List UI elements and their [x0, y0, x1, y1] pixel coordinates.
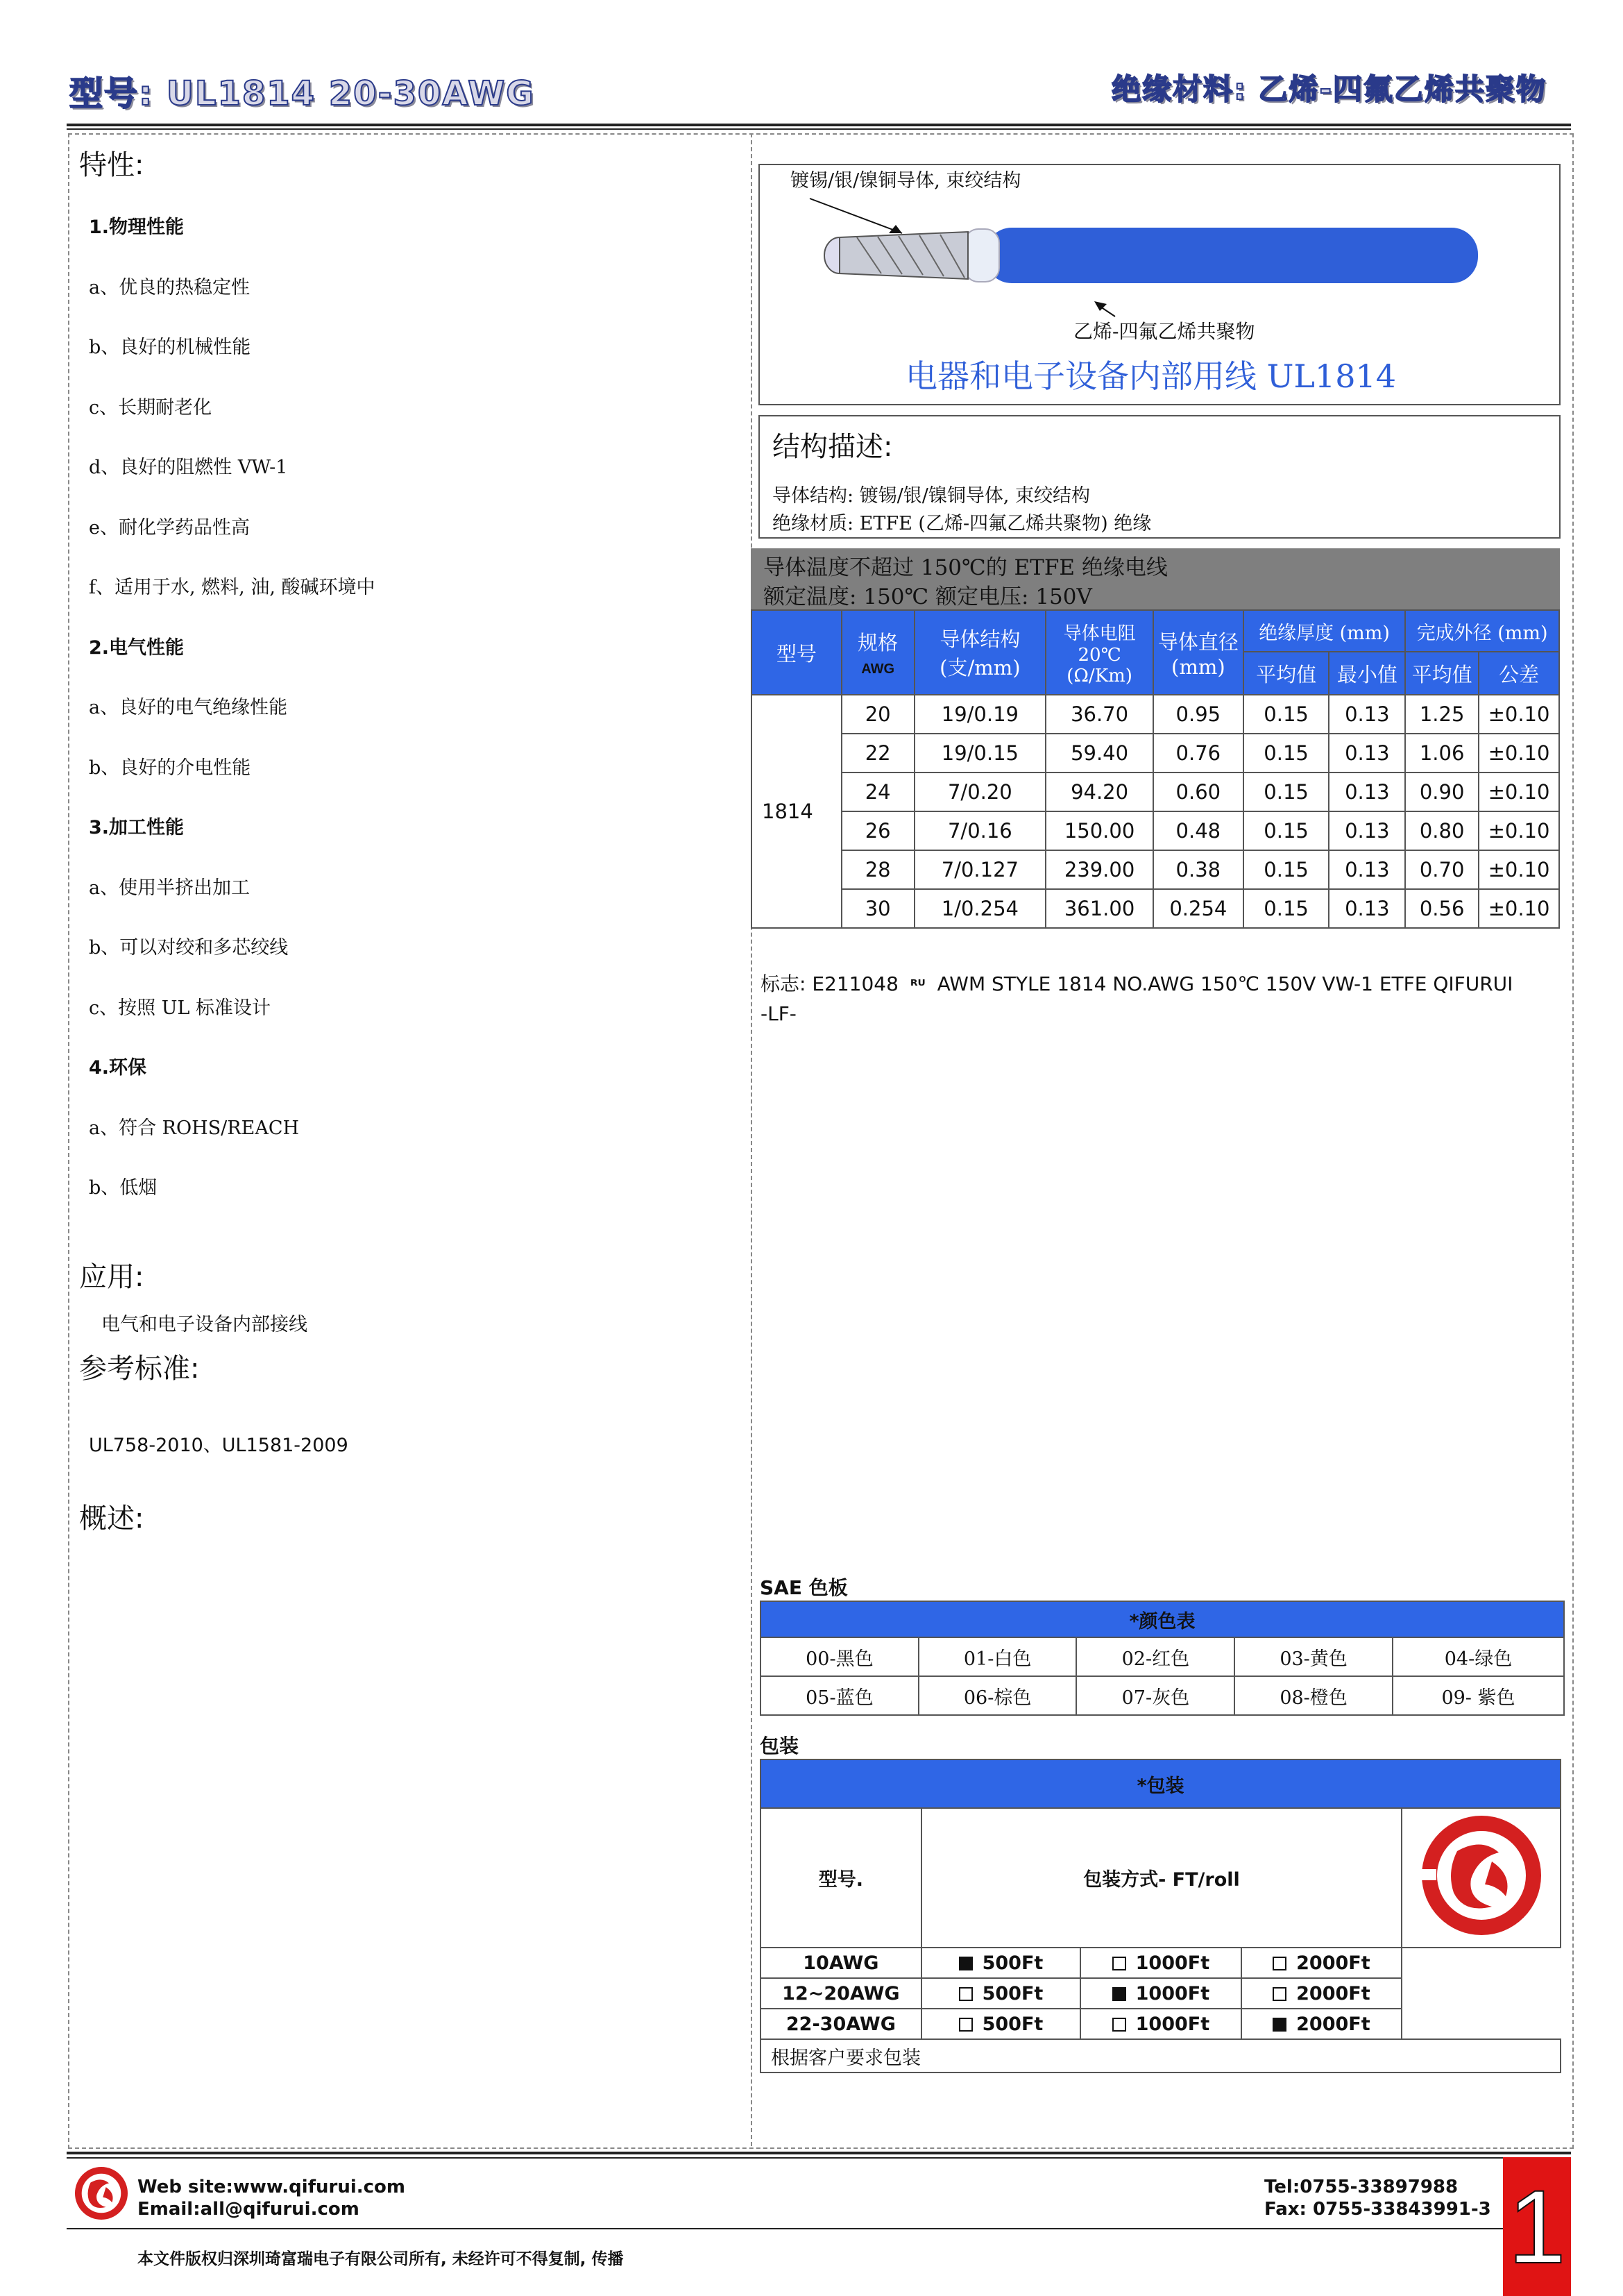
brand-logo-cell — [1402, 1808, 1561, 1948]
pack-option-label: 500Ft — [982, 2013, 1044, 2035]
table-cell: 0.76 — [1153, 734, 1243, 773]
structure-title: 结构描述: — [772, 431, 893, 463]
table-cell: ±0.10 — [1479, 773, 1559, 811]
rating-line-2: 额定温度: 150℃ 额定电压: 150V — [763, 584, 1092, 609]
table-cell: 239.00 — [1046, 850, 1153, 889]
table-cell: 1/0.254 — [915, 889, 1046, 928]
insulation-label: 乙烯-四氟乙烯共聚物 — [1073, 320, 1255, 343]
footer-copyright: 本文件版权归深圳琦富瑞电子有限公司所有, 未经许可不得复制, 传播 — [137, 2250, 624, 2268]
footer-email: Email:all@qifurui.com — [137, 2199, 359, 2220]
th-ins-min: 最小值 — [1329, 652, 1405, 695]
table-cell: 0.90 — [1405, 773, 1479, 811]
marking-label: 标志: — [760, 972, 806, 995]
table-cell: 0.15 — [1243, 850, 1329, 889]
table-cell: 0.95 — [1153, 695, 1243, 734]
table-cell: 0.15 — [1243, 773, 1329, 811]
spec-table-body — [751, 695, 1559, 928]
feature-section-title: 2.电气性能 — [89, 636, 185, 659]
table-row — [751, 734, 1559, 773]
conductor-label: 镀锡/银/镍铜导体, 束绞结构 — [790, 170, 1021, 192]
rating-line-1: 导体温度不超过 150℃的 ETFE 绝缘电线 — [763, 555, 1168, 580]
left-column — [79, 143, 731, 1233]
th-ins-avg: 平均值 — [1243, 652, 1329, 695]
unchecked-box-icon — [1112, 2018, 1126, 2032]
table-cell: 1.25 — [1405, 695, 1479, 734]
table-cell: 0.13 — [1329, 850, 1405, 889]
footer-fax: Fax: 0755-33843991-3 — [1264, 2199, 1491, 2220]
feature-item: f、适用于水, 燃料, 油, 酸碱环境中 — [89, 577, 375, 598]
packaging-title: 包装 — [760, 1734, 799, 1757]
table-cell: 0.70 — [1405, 850, 1479, 889]
insulation-jacket — [985, 228, 1478, 283]
structure-insulation: 绝缘材质: ETFE (乙烯-四氟乙烯共聚物) 绝缘 — [772, 513, 1152, 534]
table-cell: 0.13 — [1329, 773, 1405, 811]
footer-rule-lower — [67, 2228, 1503, 2229]
table-cell: 1.06 — [1405, 734, 1479, 773]
feature-item: e、耐化学药品性高 — [89, 516, 250, 539]
page-number-tab — [1503, 2157, 1571, 2296]
table-cell: 28 — [842, 850, 915, 889]
pack-option-label: 2000Ft — [1296, 2013, 1370, 2035]
feature-item: b、低烟 — [89, 1177, 158, 1199]
color-cell: 00-黑色 — [760, 1637, 919, 1676]
th-gauge-label: 规格 — [858, 631, 899, 655]
table-cell: ±0.10 — [1479, 734, 1559, 773]
table-cell: 0.15 — [1243, 695, 1329, 734]
pack-col-model: 型号. — [760, 1808, 921, 1948]
checked-box-icon — [1273, 2018, 1286, 2032]
standard-text: UL758-2010、UL1581-2009 — [89, 1435, 348, 1456]
footer-tel: Tel:0755-33897988 — [1264, 2177, 1459, 2197]
feature-item: a、良好的电气绝缘性能 — [89, 697, 288, 718]
table-cell: ±0.10 — [1479, 889, 1559, 928]
color-cell: 08-橙色 — [1234, 1676, 1393, 1715]
table-cell: 150.00 — [1046, 811, 1153, 850]
table-cell: 0.38 — [1153, 850, 1243, 889]
packaging-table-body — [760, 1948, 1561, 2039]
table-cell: 59.40 — [1046, 734, 1153, 773]
footer-logo-icon — [72, 2164, 130, 2222]
pack-option-cell — [1241, 1978, 1402, 2009]
table-cell: 0.15 — [1243, 889, 1329, 928]
th-od-tol: 公差 — [1479, 652, 1559, 695]
feature-item: c、按照 UL 标准设计 — [89, 997, 271, 1019]
feature-item: b、可以对绞和多芯绞线 — [89, 937, 289, 959]
color-cell: 09- 紫色 — [1393, 1676, 1564, 1715]
pack-option-cell — [1241, 1948, 1402, 1978]
application-text: 电气和电子设备内部接线 — [101, 1314, 307, 1335]
table-cell: 22 — [842, 734, 915, 773]
structure-conductor: 导体结构: 镀锡/银/镍铜导体, 束绞结构 — [772, 485, 1091, 507]
pack-option-label: 500Ft — [982, 1982, 1044, 2004]
table-row — [760, 1978, 1561, 2009]
footer-website: Web site:www.qifurui.com — [137, 2177, 406, 2197]
th-od-avg: 平均值 — [1405, 652, 1479, 695]
table-cell: 0.13 — [1329, 695, 1405, 734]
feature-item: a、使用半挤出加工 — [89, 877, 250, 899]
table-cell: 361.00 — [1046, 889, 1153, 928]
pack-col-method: 包装方式- FT/roll — [921, 1808, 1402, 1948]
feature-item: d、良好的阻燃性 VW-1 — [89, 457, 288, 478]
table-cell: 0.48 — [1153, 811, 1243, 850]
pack-option-label: 1000Ft — [1135, 2013, 1210, 2035]
table-cell: 7/0.20 — [915, 773, 1046, 811]
unchecked-box-icon — [1112, 1957, 1126, 1970]
table-row — [760, 1948, 1561, 1978]
column-divider — [751, 133, 752, 2146]
table-cell: ±0.10 — [1479, 850, 1559, 889]
standard-title: 参考标准: — [79, 1353, 200, 1385]
marking — [760, 970, 1558, 1028]
color-cell: 06-棕色 — [919, 1676, 1077, 1715]
application-title: 应用: — [79, 1261, 144, 1293]
pack-option-cell — [1241, 2009, 1402, 2039]
rating-bar — [751, 548, 1560, 609]
unchecked-box-icon — [959, 1987, 973, 2001]
footer-rule — [67, 2152, 1571, 2154]
unchecked-box-icon — [1273, 1987, 1286, 2001]
table-cell: 0.56 — [1405, 889, 1479, 928]
th-insulation: 绝缘厚度 (mm) — [1243, 610, 1406, 652]
color-title: SAE 色板 — [760, 1576, 848, 1599]
ul-recognized-icon: ᴿᵁ — [910, 977, 926, 995]
table-cell: 0.13 — [1329, 889, 1405, 928]
features-title: 特性: — [79, 149, 144, 181]
checked-box-icon — [1112, 1987, 1126, 2001]
color-cell: 01-白色 — [919, 1637, 1077, 1676]
feature-item: b、良好的介电性能 — [89, 757, 251, 779]
table-cell: 30 — [842, 889, 915, 928]
table-cell: 0.254 — [1153, 889, 1243, 928]
table-row — [751, 850, 1559, 889]
table-cell: 19/0.19 — [915, 695, 1046, 734]
pack-option-label: 500Ft — [982, 1952, 1044, 1974]
unchecked-box-icon — [1273, 1957, 1286, 1970]
table-cell: 0.13 — [1329, 734, 1405, 773]
th-od: 完成外径 (mm) — [1405, 610, 1559, 652]
th-diameter: 导体直径(mm) — [1153, 610, 1243, 695]
marking-suffix: -LF- — [760, 1002, 797, 1025]
model-title: 型号: UL1814 20-30AWG — [69, 74, 535, 113]
table-row — [760, 2009, 1561, 2039]
color-table-body — [760, 1637, 1564, 1715]
page-number: 1 — [1508, 2168, 1566, 2285]
table-row — [751, 889, 1559, 928]
table-cell: 24 — [842, 773, 915, 811]
unchecked-box-icon — [959, 2018, 973, 2032]
color-cell: 05-蓝色 — [760, 1676, 919, 1715]
table-cell: 26 — [842, 811, 915, 850]
pack-option-cell — [921, 1978, 1080, 2009]
pack-option-label: 2000Ft — [1296, 1982, 1370, 2004]
pack-option-cell — [1080, 1978, 1241, 2009]
color-cell: 03-黄色 — [1234, 1637, 1393, 1676]
marking-style: AWM STYLE 1814 NO.AWG 150℃ 150V VW-1 ETFE QIFURUI — [937, 972, 1513, 995]
pack-option-label: 2000Ft — [1296, 1952, 1370, 1974]
table-cell: 20 — [842, 695, 915, 734]
feature-section-title: 3.加工性能 — [89, 817, 185, 838]
color-cell: 07-灰色 — [1076, 1676, 1234, 1715]
footer-rule-thin — [67, 2157, 1571, 2159]
feature-section-title: 1.物理性能 — [89, 217, 185, 238]
packaging-table — [760, 1759, 1561, 2073]
model-cell: 1814 — [751, 695, 842, 928]
table-row — [751, 695, 1559, 734]
table-cell: 0.80 — [1405, 811, 1479, 850]
table-cell: ±0.10 — [1479, 695, 1559, 734]
color-cell: 02-红色 — [1076, 1637, 1234, 1676]
th-gauge-unit: AWG — [861, 661, 895, 677]
feature-item: b、良好的机械性能 — [89, 337, 251, 358]
th-model: 型号 — [751, 610, 842, 695]
header-rule — [67, 124, 1571, 126]
table-cell: 36.70 — [1046, 695, 1153, 734]
spec-table — [751, 609, 1560, 929]
feature-item: a、优良的热稳定性 — [89, 276, 250, 298]
pack-option-cell — [1080, 2009, 1241, 2039]
table-cell: 0.15 — [1243, 811, 1329, 850]
color-table — [760, 1601, 1565, 1716]
diagram-caption: 电器和电子设备内部用线 UL1814 — [906, 357, 1397, 395]
table-cell: 7/0.16 — [915, 811, 1046, 850]
brand-logo-icon — [1416, 1809, 1547, 1941]
pack-option-cell — [921, 2009, 1080, 2039]
pack-option-cell — [1080, 1948, 1241, 1978]
marking-file-number: E211048 — [812, 972, 899, 995]
feature-item: c、长期耐老化 — [89, 396, 212, 419]
th-conductor: 导体结构 (支/mm) — [915, 610, 1046, 695]
pack-option-label: 1000Ft — [1135, 1982, 1210, 2004]
color-table-header: *颜色表 — [760, 1601, 1564, 1637]
th-gauge — [842, 610, 915, 695]
feature-section-title: 4.环保 — [89, 1057, 147, 1079]
pack-model-cell: 12~20AWG — [760, 1978, 921, 2009]
insulation-title: 绝缘材料: 乙烯-四氟乙烯共聚物 — [1112, 72, 1547, 106]
packaging-table-header: *包装 — [760, 1759, 1561, 1808]
table-cell: 0.13 — [1329, 811, 1405, 850]
feature-item: a、符合 ROHS/REACH — [89, 1117, 300, 1139]
table-cell: ±0.10 — [1479, 811, 1559, 850]
structure-box — [758, 415, 1561, 539]
feature-list — [79, 212, 731, 1233]
th-resistance: 导体电阻 20℃ (Ω/Km) — [1046, 610, 1153, 695]
overview-title: 概述: — [79, 1503, 144, 1535]
table-cell: 94.20 — [1046, 773, 1153, 811]
table-cell: 7/0.127 — [915, 850, 1046, 889]
header-rule-thin — [67, 128, 1571, 130]
table-cell: 19/0.15 — [915, 734, 1046, 773]
table-cell: 0.15 — [1243, 734, 1329, 773]
pack-model-cell: 22-30AWG — [760, 2009, 921, 2039]
pack-option-cell — [921, 1948, 1080, 1978]
checked-box-icon — [959, 1957, 973, 1970]
table-row — [751, 773, 1559, 811]
conductor-strands — [824, 232, 968, 279]
pack-model-cell: 10AWG — [760, 1948, 921, 1978]
table-cell: 0.60 — [1153, 773, 1243, 811]
pack-option-label: 1000Ft — [1135, 1952, 1210, 1974]
wire-diagram-box — [758, 164, 1561, 405]
table-row — [760, 1676, 1564, 1715]
packaging-note: 根据客户要求包装 — [760, 2039, 1561, 2073]
table-row — [760, 1637, 1564, 1676]
color-cell: 04-绿色 — [1393, 1637, 1564, 1676]
table-row — [751, 811, 1559, 850]
